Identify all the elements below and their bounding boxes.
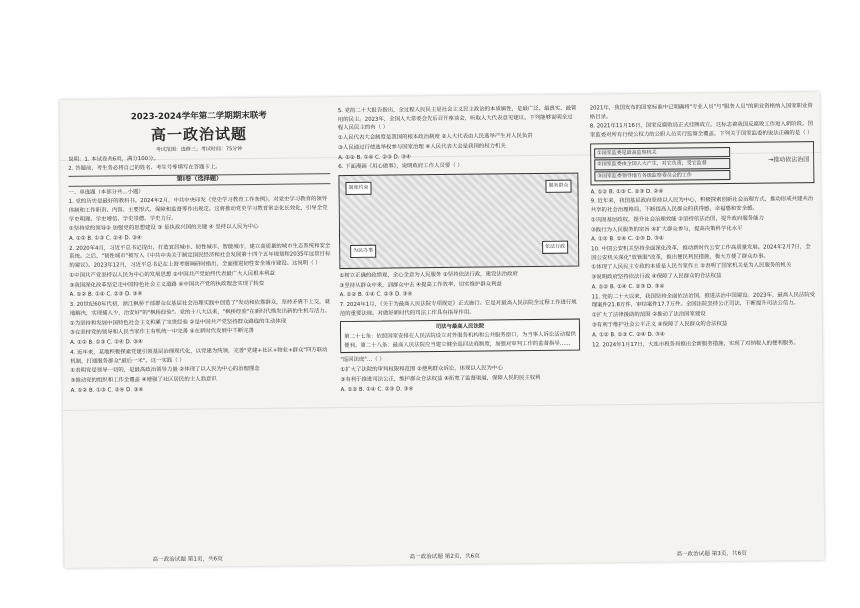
question-options: ①人民代表大会制度是我国的根本政治制度 ②人大代表由人民选举产生对人民负责 <box>337 133 533 142</box>
page-footer: 高一政治试题 第3页，共6页 <box>676 550 747 558</box>
page-footer: 高一政治试题 第1页，共6页 <box>152 556 223 564</box>
question-options: ③说明政府坚持依法行政 ④保障了人民群众的合法权益 <box>591 273 722 281</box>
answer-choices: A. ①② B. ①④ C. ②③ D. ③④ <box>591 235 664 243</box>
material-box-text: 第二十七条：依照国家安排在人民法院设立对外服务机构和公共服务窗口，为当事人诉讼活动提供便利。第二十八条：最高人民法院应当建立健全巡回法庭制度，加强对审判工作的监督指导…… <box>344 331 576 349</box>
question-options: ③我国深化改革坚定走中国特色社会主义道路 ④中国共产党的执政理念实现了转变 <box>69 280 265 289</box>
answer-choices: A. ①② B. ①③ C. ②④ D. ③④ <box>70 386 144 394</box>
page-1-column <box>68 107 335 546</box>
question-text: "巡回法庭"…（ ） <box>340 356 385 364</box>
figure-label: 服务群众 <box>545 180 571 193</box>
question-options: ①表明党是领导一切的，是最高政治领导力量 ②体现了以人民为中心的治理理念 <box>70 366 260 375</box>
question-options: ①为坚持和发展中国特色社会主义积累了宝贵经验 ②是中国共产党坚持群众路线的生动体现 <box>69 318 287 327</box>
answer-choices: A. ①② B. ①④ C. ②③ D. ③④ <box>69 291 143 299</box>
question-text: 5. 党的二十大报告指出，全过程人民民主是社会主义民主政治的本质属性，是最广泛、最真实、最管用的民主。2023年，全国人大常委会先后召开座谈会，听取人大代表意见建议。下列能够说明全过程人民民主的有（ ） <box>337 105 577 132</box>
question-text: 4. 近年来，某地积极探索党建引领基层治理现代化，以党建为统领，完善"党建+社区+物业+群众"四方联动机制，打通服务群众"最后一米"。这一实践（ ） <box>70 347 328 365</box>
figure-label: 为民办事 <box>350 245 376 258</box>
section-heading: 一、单选题（本部分共...小题） <box>68 188 144 196</box>
question-options: ③践行为人民服务的宗旨 ④扩大群众参与，提高决策科学化水平 <box>590 225 743 233</box>
cartoon-figure <box>338 172 579 269</box>
exam-subtitle: 高一政治试题 <box>150 125 248 145</box>
question-options: ①扩大了法院的审判权限和范围 ②便利群众诉讼，体现以人民为中心 <box>340 365 503 374</box>
answer-choices: A. ①② B. ①④ C. ②③ D. ③④ <box>340 385 414 393</box>
question-text: 11. 党的二十大以来，我国坚持全面依法治国，推进法治中国建设。2023年，最高人民法院受理案件21.8万件，审结案件17.7万件。全国法院坚持公正司法，不断提升司法公信力。 <box>591 291 816 309</box>
question-text: 9. 近年来，我国基层政府坚持以人民为中心，积极探索创新社会治理方式，推动形成共建共治共享的社会治理格局，不断提高人民群众的获得感、幸福感和安全感。 <box>590 196 814 214</box>
exam-info: 考试范围：选修三；考试时间：75分钟 <box>155 146 243 153</box>
page-2-column <box>338 105 583 543</box>
question-options: ③推动党的组织和工作全覆盖 ④增强了社区居民的主人翁意识 <box>70 376 217 384</box>
question-text: 3. 20世纪60年代初，浙江枫桥干部群众在基层社会治理实践中创造了"发动和依靠群众，坚持矛盾不上交，就地解决，实现捕人少，治安好"的"枫桥经验"。党的十八大以来，"枫桥经验"在新时代焕发出新的生机与活力。 <box>69 299 331 317</box>
exam-title: 2023-2024学年第二学期期末联考 <box>130 110 267 123</box>
flow-diagram <box>590 141 814 185</box>
page-3-column <box>590 102 819 540</box>
question-options: ①巩固基层政权，提升社会治理效能 ②坚持依法治国，提升政府服务能力 <box>590 215 764 224</box>
answer-choices: A. ①② B. ①③ C. ②④ D. ③④ <box>592 331 665 339</box>
flow-item: ③国家监委领导地方各级监察委员会的工作 <box>594 170 730 182</box>
question-text: 7. 2024年1月，《关于为最高人民法院专项规定》正式施行。它是对最高人民法院全过程工作进行规范的重要法规。对做好新时代的司法工作具有指导作用。 <box>339 299 577 317</box>
answer-choices: A. ①② B. ①④ C. ②③ D. ③④ <box>591 283 665 291</box>
question-options: ①体现了人民民主专政的本质是人民当家作主 ②表明了国家机关是为人民服务的机关 <box>591 262 792 271</box>
question-text: 12. 2024年1月17日，大连市税务局推出全新服务措施，实现了对纳税人的便利服务。 <box>592 339 799 348</box>
answer-choices: A. ①② B. ①④ C. ②③ D. ③④ <box>339 291 413 299</box>
part-heading: 第Ⅰ卷（选择题） <box>68 173 330 186</box>
question-options: ①扩大了法律援助的范围 ②推动了法治国家建设 <box>591 311 706 319</box>
question-options: ③有利于推进司法公正，维护群众合法权益 ④拓宽了监督渠道，保障人民的民主权利 <box>340 374 541 383</box>
page-footer: 高一政治试题 第2页，共6页 <box>409 553 480 561</box>
question-options: ③有利于维护社会公平正义 ④保障了人民群众的合法权益 <box>591 320 728 329</box>
question-options: ③人民通过行使选举权参与国家治理 ④人民代表大会是我国的权力机关 <box>338 143 506 151</box>
flow-item: ②国家监委由全国人大产生，对它负责，受它监督 <box>594 158 730 170</box>
question-options: ①坚持党的领导② 加强党的思想建设 ③ 是执政兴国的关键 ④ 坚持以人民为中心 <box>68 224 259 233</box>
answer-choices: A. ①② B. ①③ C. ②③ D. ②④ <box>590 188 664 195</box>
question-options: ③在坚持党的领导和人民当家作主有机统一中完善 ④在新时代发展中不断完善 <box>69 328 254 337</box>
answer-choices: A. ①② B. ①④ C. ②③ D. ③④ <box>338 153 411 161</box>
figure-label: 依法行政 <box>542 241 568 254</box>
question-text: 8. 2021年11月16日，国家反腐败局正式挂牌成立。这标志着我国反腐败工作进入新阶段。国家监委对所有行使公权力的公职人员实行监察全覆盖。下列关于国家监委的说法正确的是（ ） <box>589 121 813 139</box>
flow-arrow: →推动依法治国 <box>768 155 810 164</box>
question-text: 2021年，我国发布的国家标准中已明确将"专业人员"与"服务人员"的职业资格纳入国家职业资格目录。 <box>589 103 813 121</box>
answer-choices: A. ①② B. ①③ C. ②④ D. ③④ <box>70 339 143 347</box>
question-options: ①树立正确的政绩观，全心全意为人民服务 ②坚持依法行政，建设法治政府 <box>339 271 518 279</box>
scanned-exam-sheet <box>60 92 825 568</box>
flow-item: ①国家监委是最高监察机关 <box>594 147 730 159</box>
question-text: 2. 2020年4月，习近平总书记提出，打造宜居城市、韧性城市、智能城市，建立高质量的城市生态系统和安全系统。之后，"韧性城市"被写入《中共中央关于制定国民经济和社会发展第十四个五年规划和2035年远景目标的建议》。2023年12月，习近平总书记在上海考察调研时指出，全面推进韧性安全城市建设。这说明（ ） <box>69 243 331 269</box>
question-text: 10. 中国公安机关坚持全面深化改革，推动新时代公安工作高质量发展。2024年2月7日，全国公安机关深化"放管服"改革，推出便民利民措施，极大方便了群众办事。 <box>591 244 811 262</box>
answer-choices: A. ①② B. ①③ C. ②④ D. ③④ <box>68 235 142 242</box>
material-box <box>340 319 580 353</box>
question-text: 6. 下面漫画《用心做事》，说明政府工作人员要（ ） <box>338 163 463 171</box>
material-box-title: 司法与最高人民法院 <box>435 323 485 331</box>
exam-note: 说明：1. 本试卷共6页，满分100分。 <box>68 155 159 163</box>
question-text: 1. 党的历史是最好的教科书。2024年2月，中共中央印发《党史学习教育工作条例》。对党史学习教育的领导体制和工作职责、内容、主要形式、保障和监督等作出规定。这将推动党史学习教育常态化长效化，引导全党学史明理、学史增信、学史崇德、学史力行。 <box>68 196 328 223</box>
question-options: ③坚持从群众中来，到群众中去 ④提高工作效率，切实维护群众利益 <box>339 281 502 289</box>
figure-label: 制度约束 <box>345 182 371 195</box>
exam-note: 2. 答题前，考生务必将自己的姓名、考生号等填写在答题卡上。 <box>68 164 221 173</box>
question-options: ①中国共产党坚持以人民为中心的发展思想 ②中国共产党始终代表最广大人民根本利益 <box>69 270 275 279</box>
